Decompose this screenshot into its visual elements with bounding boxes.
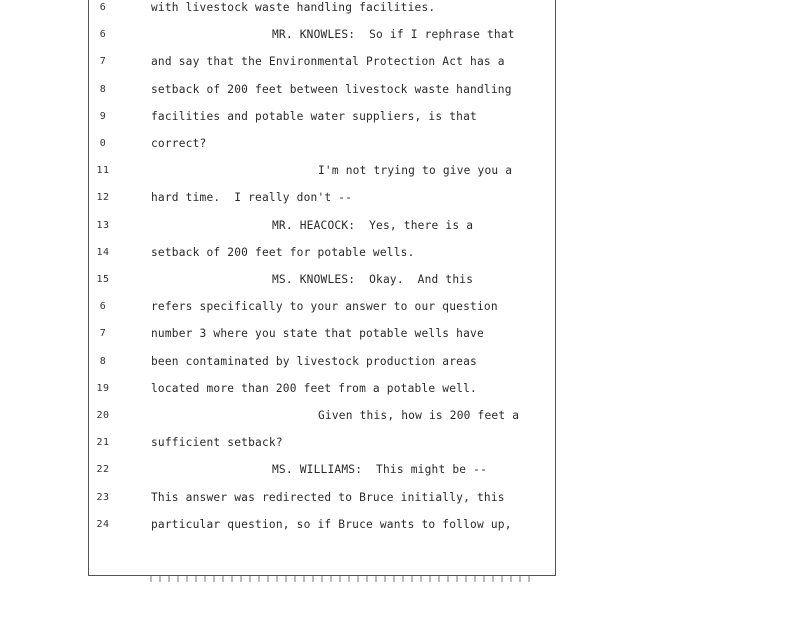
transcript-line-text: setback of 200 feet between livestock waste handling [151,82,512,96]
line-number: 22 [96,464,110,476]
transcript-line-text: located more than 200 feet from a potable well. [151,381,477,395]
transcript-line-text: I'm not trying to give you a [318,164,513,178]
transcript-line-text: MR. KNOWLES: So if I rephrase that [272,28,515,42]
line-number: 9 [99,110,107,122]
transcript-line-text: been contaminated by livestock production areas [151,354,477,368]
line-number: 19 [96,382,110,394]
transcript-line-text: Given this, how is 200 feet a [318,409,520,422]
line-number: 11 [96,165,110,177]
transcript-line-text: and say that the Environmental Protection Act has a [151,55,505,69]
line-number: 14 [96,246,110,258]
transcript-line-text: refers specifically to your answer to our question [151,300,498,314]
transcript-line-text: This answer was redirected to Bruce initially, this [151,490,505,504]
transcript-line-text: sufficient setback? [151,436,283,450]
transcript-line-text: number 3 where you state that potable wells have [151,327,484,341]
line-number: 13 [96,219,110,231]
line-number: 12 [96,192,110,204]
transcript-line-text: setback of 200 feet for potable wells. [151,245,415,259]
line-number: 20 [96,410,110,421]
transcript-line-text: MS. KNOWLES: Okay. And this [272,273,474,286]
transcript-line-text: MS. WILLIAMS: This might be -- [272,463,487,477]
line-number: 7 [99,328,107,340]
transcript-line-text: correct? [151,137,207,150]
line-number: 7 [99,56,107,68]
line-number: 6 [99,2,107,13]
transcript-line-text: particular question, so if Bruce wants to follow up, [151,517,512,531]
line-number: 8 [99,355,107,367]
line-number: 8 [99,83,107,95]
line-number: 23 [96,491,110,503]
line-number: 0 [99,138,107,149]
line-number: 21 [96,437,110,449]
cut-off-next-line [150,576,530,582]
transcript-line-text: hard time. I really don't -- [151,191,353,205]
line-number: 6 [99,29,107,41]
transcript-line-text: MR. HEACOCK: Yes, there is a [272,218,474,232]
line-number: 15 [96,274,110,285]
line-number: 6 [99,301,107,313]
transcript-line-text: with livestock waste handling facilities. [151,1,436,14]
transcript-line-text: facilities and potable water suppliers, is that [151,109,477,123]
line-number: 24 [96,518,110,530]
